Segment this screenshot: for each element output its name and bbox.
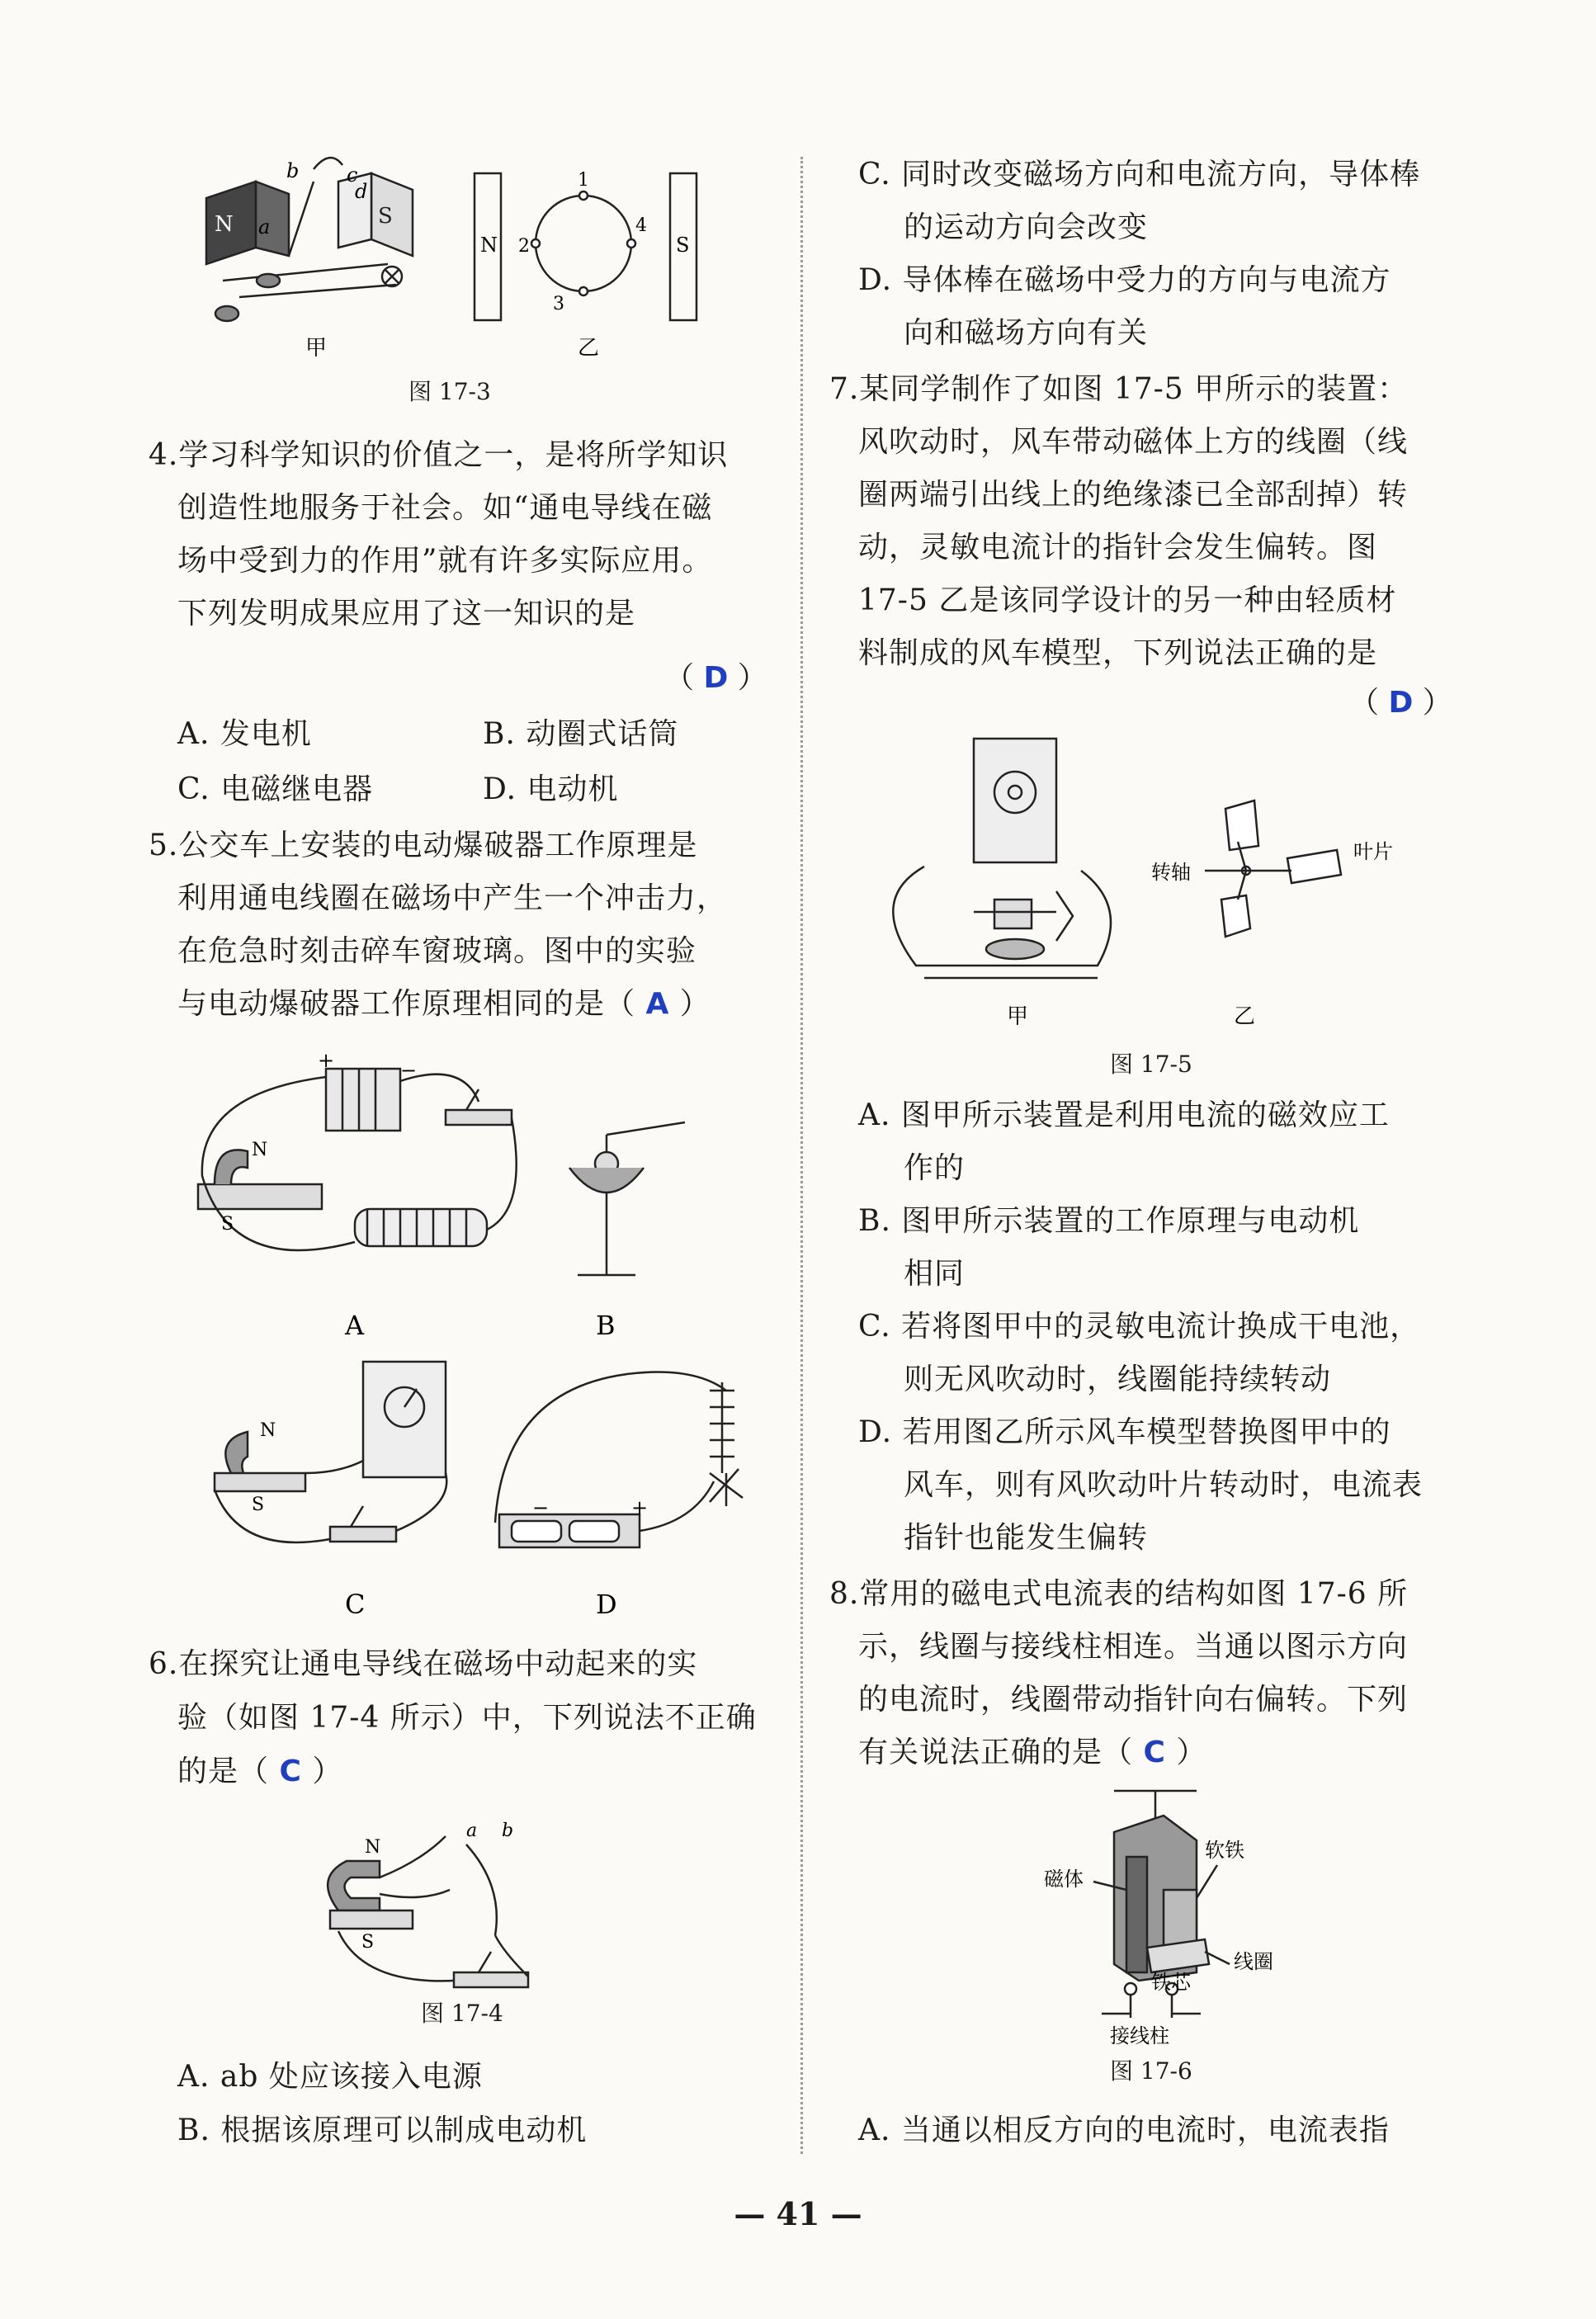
fig17-3-s2: S (676, 234, 690, 257)
fig17-3-num2: 2 (518, 236, 530, 257)
q6-option-a: A. ab 处应该接入电源 (177, 2060, 483, 2094)
q7-line-5: 17-5 乙是该同学设计的另一种由轻质材 (858, 583, 1397, 617)
q7-option-d-line-1: D. 若用图乙所示风车模型替换图甲中的 (858, 1415, 1391, 1449)
q4-line-1: 4.学习科学知识的价值之一，是将所学知识 (149, 438, 729, 472)
q5-line-1: 5.公交车上安装的电动爆破器工作原理是 (149, 829, 698, 862)
q5-label-d: D (596, 1589, 617, 1620)
q4-option-d: D. 电动机 (483, 772, 619, 806)
q5-fig-a-n: N (252, 1140, 268, 1160)
q5-fig-a-plus: + (318, 1049, 335, 1072)
fig17-3-b: b (286, 159, 300, 182)
q8-line-1: 8.常用的磁电式电流表的结构如图 17-6 所 (829, 1577, 1409, 1611)
fig17-3-label-yi: 乙 (578, 336, 600, 361)
fig17-4-a: a (466, 1821, 478, 1841)
fig17-6-coil: 线圈 (1234, 1950, 1273, 1973)
q5-fig-d-minus: − (532, 1496, 550, 1519)
figure-17-4-drawing (305, 1811, 602, 2001)
q5-label-b: B (596, 1310, 616, 1341)
fig17-3-n: N (215, 212, 234, 237)
q4-line-3: 场中受到力的作用”就有许多实际应用。 (177, 544, 713, 578)
q4-option-a: A. 发电机 (177, 717, 312, 751)
q6-answer: C (279, 1755, 302, 1788)
q4-option-b: B. 动圈式话筒 (483, 717, 679, 751)
q8-option-a: A. 当通以相反方向的电流时，电流表指 (858, 2114, 1390, 2147)
q7-option-c-line-1: C. 若将图甲中的灵敏电流计换成干电池， (858, 1310, 1421, 1344)
fig17-3-d: d (355, 180, 368, 203)
q7-line-6: 料制成的风车模型，下列说法正确的是 (858, 636, 1378, 670)
q7-line-4: 动，灵敏电流计的指针会发生偏转。图 (858, 531, 1378, 564)
q5-line-4-text: 与电动爆破器工作原理相同的是（ (177, 987, 636, 1021)
q7-answer-bracket: （ D ） (1349, 686, 1452, 720)
fig17-6-magnet: 磁体 (1044, 1868, 1084, 1891)
fig17-5-blade: 叶片 (1353, 840, 1393, 863)
q7-option-d-line-2: 风车，则有风吹动叶片转动时，电流表 (904, 1468, 1424, 1502)
fig17-6-iron-core: 铁芯 (1151, 1971, 1191, 1994)
fig17-4-n: N (365, 1837, 381, 1858)
q6-cont-line-3: D. 导体棒在磁场中受力的方向与电流方 (858, 263, 1391, 297)
q7-line-3: 圈两端引出线上的绝缘漆已全部刮掉）转 (858, 478, 1409, 512)
figure-17-4 (305, 1811, 602, 2001)
q4-answer: D (703, 661, 729, 695)
q7-option-a-line-2: 作的 (904, 1151, 966, 1185)
q5-fig-d-plus: + (631, 1496, 649, 1519)
q8-line-2: 示，线圈与接线柱相连。当通以图示方向 (858, 1630, 1409, 1664)
q5-fig-a-s: S (221, 1214, 234, 1235)
q5-label-c: C (345, 1589, 366, 1620)
q5-figures (182, 1044, 776, 1638)
fig17-3-s: S (378, 204, 393, 229)
fig17-3-num4: 4 (635, 215, 647, 236)
q7-option-c-line-2: 则无风吹动时，线圈能持续转动 (904, 1363, 1332, 1396)
q5-fig-c-n: N (260, 1420, 276, 1441)
q6-line-3: 的是（ C ） (177, 1755, 343, 1788)
figure-17-5 (850, 726, 1444, 1040)
q6-cont-line-4: 向和磁场方向有关 (904, 316, 1149, 350)
fig17-5-caption: 图 17-5 (1110, 1051, 1192, 1078)
fig17-3-n2: N (480, 234, 498, 257)
q5-fig-c-s: S (252, 1495, 265, 1515)
q5-line-2: 利用通电线圈在磁场中产生一个冲击力， (177, 881, 728, 915)
q6-cont-line-2: 的运动方向会改变 (904, 210, 1149, 244)
fig17-5-shaft: 转轴 (1151, 861, 1191, 884)
fig17-6-soft-iron: 软铁 (1205, 1839, 1244, 1862)
q7-line-1: 7.某同学制作了如图 17-5 甲所示的装置： (829, 372, 1409, 406)
q5-line-3: 在危急时刻击碎车窗玻璃。图中的实验 (177, 934, 697, 968)
column-divider (800, 157, 803, 2154)
q6-cont-line-1: C. 同时改变磁场方向和电流方向，导体棒 (858, 158, 1421, 191)
q8-line-4-text: 有关说法正确的是（ (858, 1736, 1134, 1769)
q5-label-a: A (345, 1310, 365, 1341)
q8-line-4: 有关说法正确的是（ C ） (858, 1736, 1207, 1769)
q8-line-3: 的电流时，线圈带动指针向右偏转。下列 (858, 1683, 1409, 1717)
q6-line-3-text: 的是（ (177, 1755, 270, 1788)
q7-option-b-line-2: 相同 (904, 1257, 966, 1291)
fig17-4-caption: 图 17-4 (421, 2000, 503, 2027)
q5-fig-a-minus: − (400, 1059, 418, 1082)
fig17-3-caption: 图 17-3 (408, 378, 491, 405)
fig17-4-b: b (502, 1821, 514, 1841)
figure-17-6 (1032, 1783, 1329, 2055)
q6-line-1: 6.在探究让通电导线在磁场中动起来的实 (149, 1647, 698, 1681)
q7-option-b-line-1: B. 图甲所示装置的工作原理与电动机 (858, 1204, 1360, 1238)
fig17-3-a: a (258, 215, 271, 239)
q5-figures-drawing (182, 1044, 776, 1638)
fig17-4-s: S (361, 1932, 375, 1953)
fig17-5-label-jia: 甲 (1007, 1004, 1029, 1029)
fig17-3-c: c (347, 163, 358, 187)
q6-line-2: 验（如图 17-4 所示）中，下列说法不正确 (177, 1701, 757, 1735)
fig17-6-terminal: 接线柱 (1110, 2024, 1169, 2047)
fig17-3-num1: 1 (578, 170, 589, 191)
q7-answer: D (1388, 686, 1414, 720)
fig17-5-label-yi: 乙 (1234, 1004, 1256, 1029)
q7-line-2: 风吹动时，风车带动磁体上方的线圈（线 (858, 425, 1409, 459)
q5-line-4: 与电动爆破器工作原理相同的是（ A ） (177, 987, 711, 1021)
q5-answer: A (645, 987, 670, 1021)
figure-17-5-drawing (850, 726, 1444, 1040)
q4-line-2: 创造性地服务于社会。如“通电导线在磁 (177, 491, 713, 525)
page-number: — 41 — (734, 2195, 862, 2232)
q7-option-a-line-1: A. 图甲所示装置是利用电流的磁效应工 (858, 1098, 1390, 1132)
q4-line-4: 下列发明成果应用了这一知识的是 (177, 597, 636, 631)
q8-answer: C (1143, 1736, 1166, 1769)
fig17-3-num3: 3 (553, 294, 564, 314)
figure-17-6-drawing (1032, 1783, 1329, 2055)
fig17-6-caption: 图 17-6 (1110, 2057, 1192, 2085)
q4-answer-bracket: （ D ） (664, 661, 767, 695)
q7-option-d-line-3: 指针也能发生偏转 (904, 1521, 1149, 1555)
q4-option-c: C. 电磁继电器 (177, 772, 374, 806)
fig17-3-label-jia: 甲 (305, 336, 328, 361)
q6-option-b: B. 根据该原理可以制成电动机 (177, 2114, 588, 2147)
